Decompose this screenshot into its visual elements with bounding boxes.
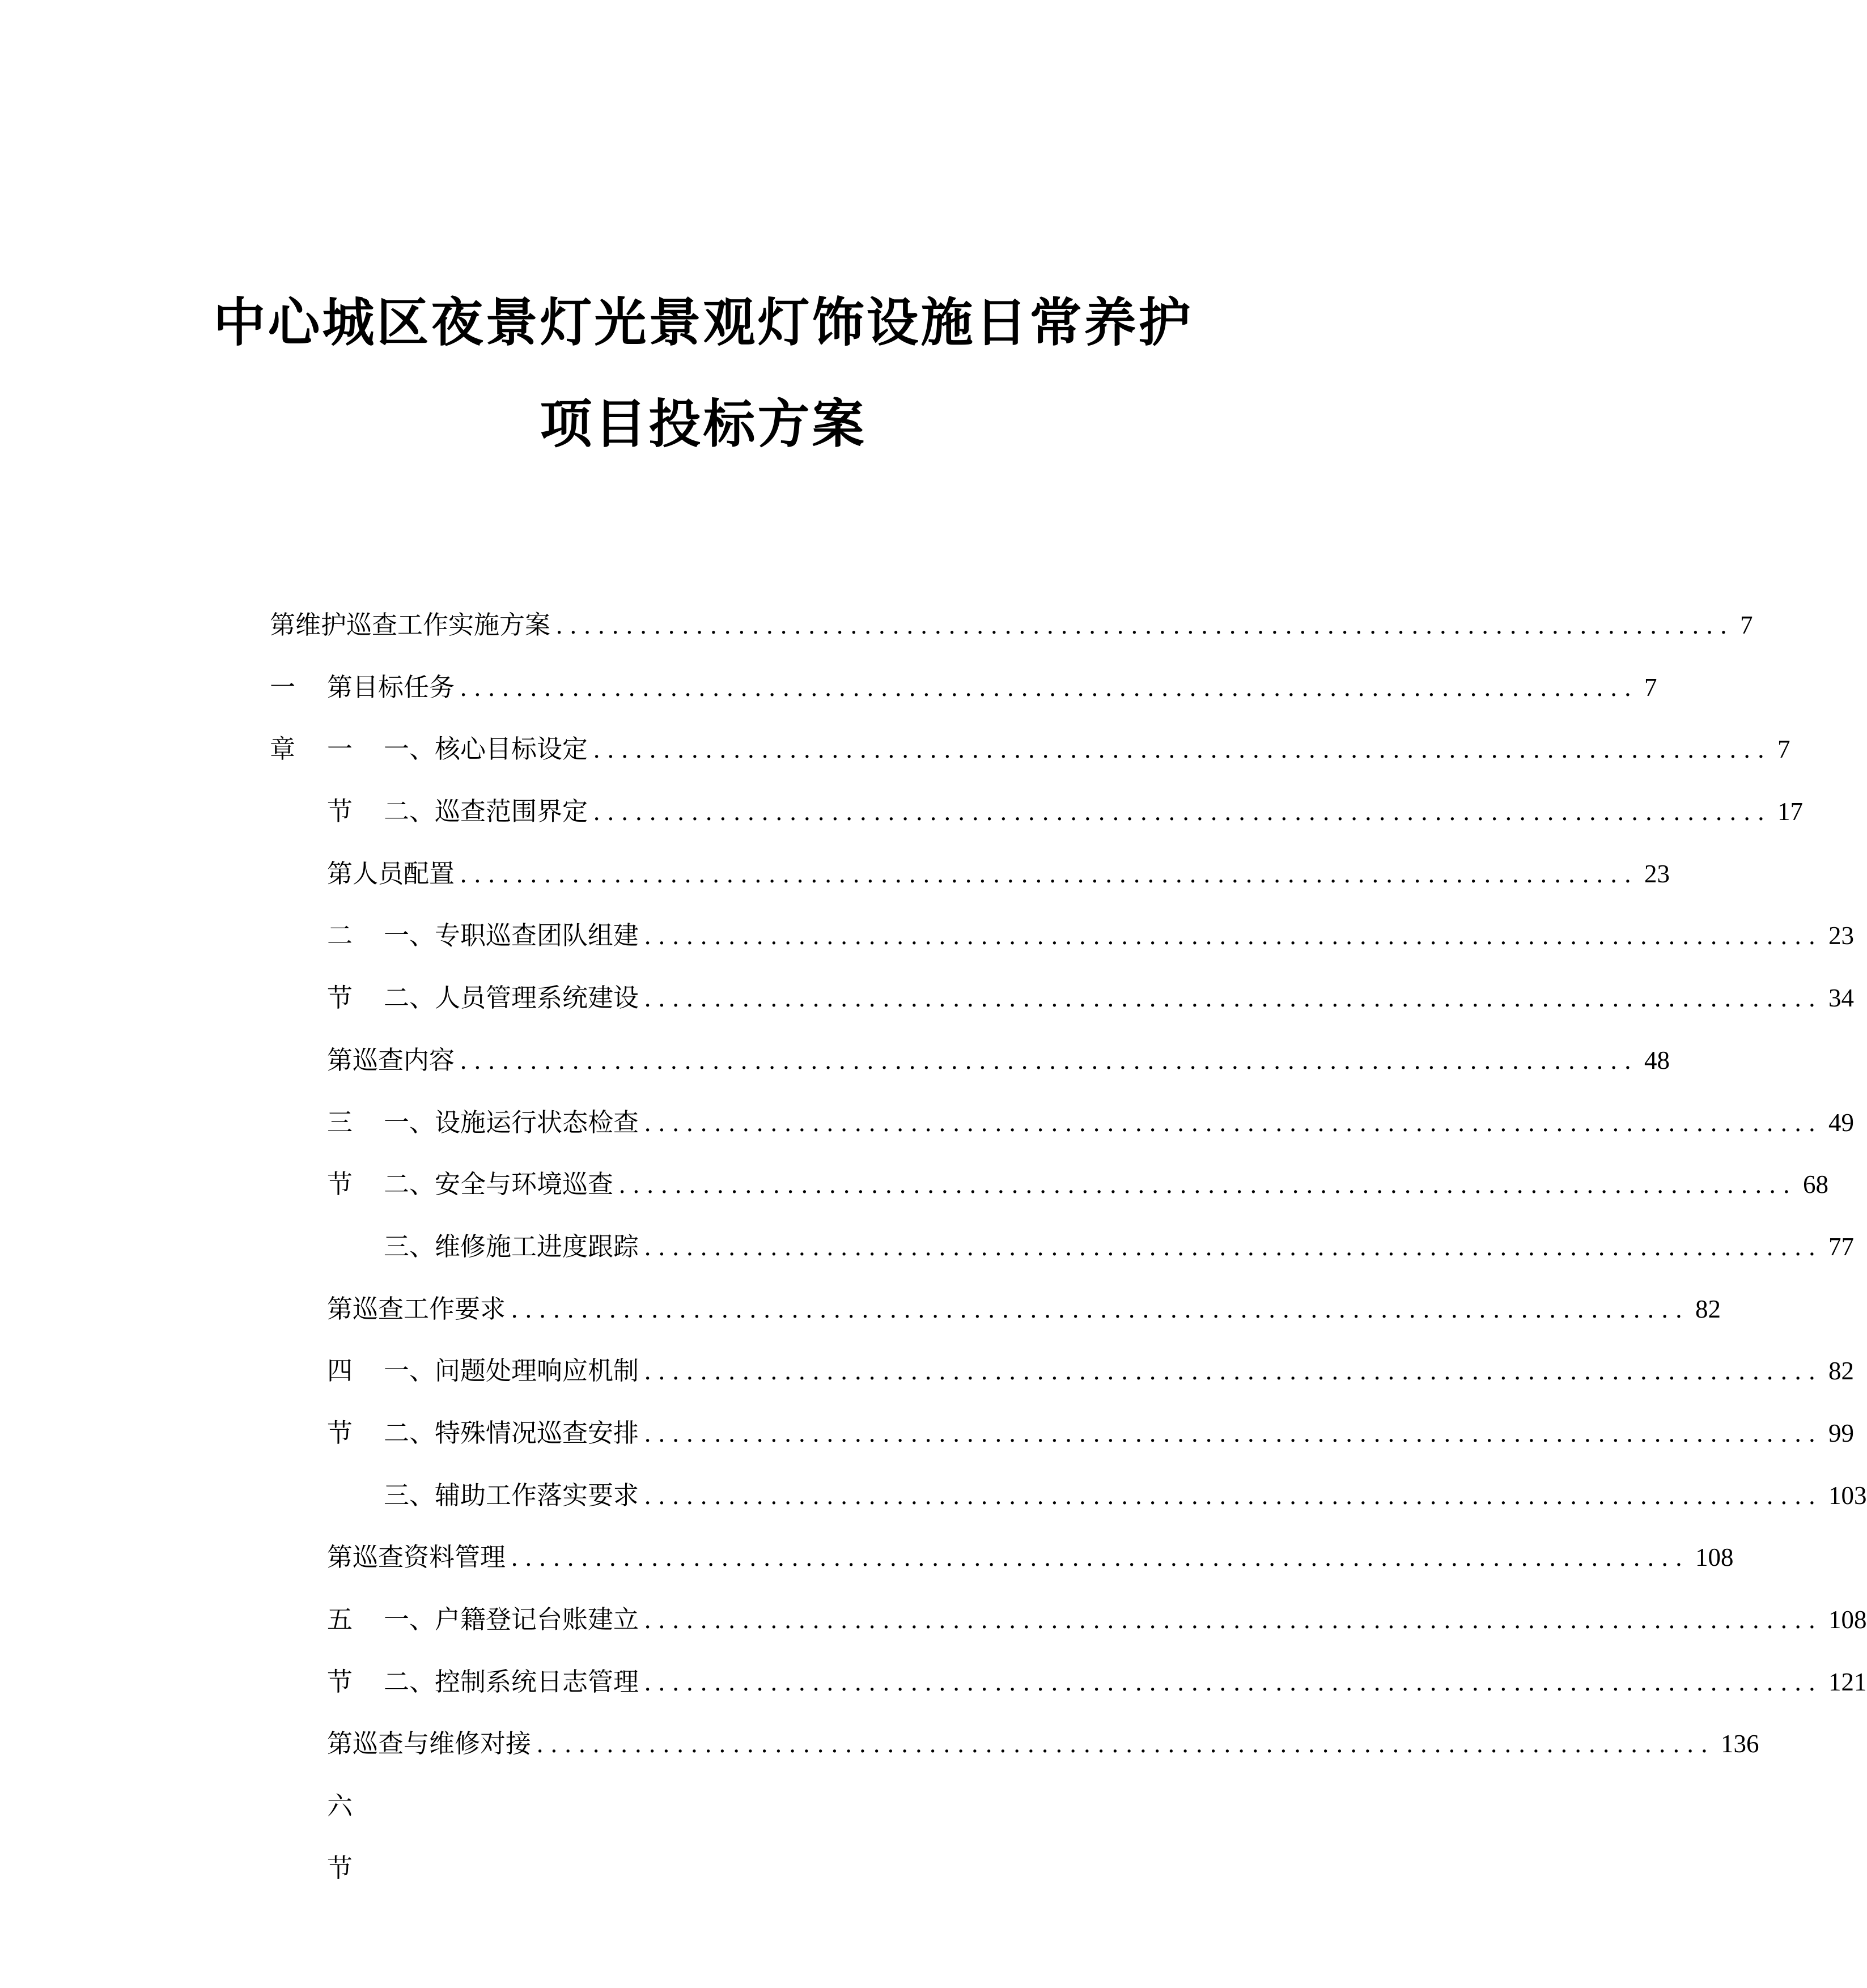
- table-of-contents: [0, 594, 1867, 1883]
- toc-entry[interactable]: [0, 1403, 1855, 1465]
- toc-entry-page-number: 48: [1644, 1046, 1670, 1074]
- toc-entry[interactable]: [0, 1465, 1867, 1527]
- toc-entry-prefix: 第五节: [327, 1543, 353, 1696]
- toc-entry-label: 安全与环境巡查: [435, 1170, 614, 1199]
- dot-leader: ....................................................................................: [556, 611, 1735, 639]
- dot-leader: ....................................................................................: [644, 1357, 1823, 1386]
- dot-leader: ....................................................................................: [644, 1481, 1823, 1510]
- toc-entry-label: 维修施工进度跟踪: [435, 1232, 639, 1261]
- toc-entry[interactable]: [0, 1154, 1829, 1216]
- toc-entry-page-number: 82: [1695, 1294, 1721, 1323]
- toc-entry-prefix: 第一章: [270, 611, 296, 764]
- toc-entry-label: 辅助工作落实要求: [435, 1481, 639, 1510]
- toc-entry-prefix: 二、: [384, 984, 435, 1013]
- toc-entry-prefix: 一、: [384, 1605, 435, 1634]
- toc-entry-page-number: 23: [1828, 921, 1855, 950]
- toc-entry-prefix: 第六节: [327, 1730, 353, 1883]
- toc-entry-prefix: 一、: [384, 921, 435, 950]
- toc-entry-page-number: 49: [1828, 1108, 1855, 1137]
- toc-entry-page-number: 77: [1828, 1232, 1855, 1261]
- dot-leader: ....................................................................................: [593, 735, 1772, 764]
- toc-entry-prefix: 二、: [384, 1667, 435, 1696]
- toc-entry-prefix: 第二节: [327, 859, 353, 1013]
- toc-entry-page-number: 121: [1828, 1667, 1867, 1696]
- dot-leader: ....................................................................................: [644, 921, 1823, 950]
- dot-leader: ....................................................................................: [511, 1294, 1690, 1323]
- toc-entry-page-number: 108: [1828, 1605, 1867, 1634]
- toc-entry[interactable]: [0, 1651, 1867, 1714]
- toc-entry-prefix: 一、: [384, 735, 435, 764]
- toc-entry-label: 设施运行状态检查: [435, 1108, 639, 1137]
- toc-entry-label: 问题处理响应机制: [435, 1357, 639, 1386]
- toc-entry-prefix: 第三节: [327, 1046, 353, 1199]
- toc-entry-prefix: 第四节: [327, 1294, 353, 1447]
- toc-entry-prefix: 一、: [384, 1108, 435, 1137]
- dot-leader: ....................................................................................: [644, 1108, 1823, 1137]
- document-title-line-1: 中心城区夜景灯光景观灯饰设施日常养护: [213, 292, 1193, 353]
- toc-entry-page-number: 103: [1828, 1481, 1867, 1510]
- toc-entry-page-number: 108: [1695, 1543, 1734, 1572]
- toc-entry-prefix: 二、: [384, 1170, 435, 1199]
- dot-leader: ....................................................................................: [537, 1730, 1716, 1758]
- document-title-line-2: 项目投标方案: [540, 394, 867, 454]
- toc-entry-label: 巡查工作要求: [353, 1294, 506, 1323]
- dot-leader: ....................................................................................: [593, 797, 1772, 826]
- toc-entry-page-number: 34: [1828, 984, 1855, 1013]
- toc-entry-page-number: 99: [1828, 1418, 1855, 1447]
- dot-leader: ....................................................................................: [511, 1543, 1690, 1572]
- toc-entry[interactable]: [0, 1713, 1759, 1883]
- dot-leader: ....................................................................................: [460, 1046, 1639, 1074]
- toc-entry-label: 户籍登记台账建立: [435, 1605, 639, 1634]
- toc-entry-prefix: 二、: [384, 797, 435, 826]
- toc-entry-label: 核心目标设定: [435, 735, 588, 764]
- toc-entry[interactable]: [0, 1092, 1855, 1154]
- toc-entry-prefix: 三、: [384, 1232, 435, 1261]
- dot-leader: ....................................................................................: [619, 1170, 1798, 1199]
- toc-entry-label: 人员配置: [353, 859, 455, 888]
- toc-entry-label: 维护巡查工作实施方案: [295, 611, 551, 639]
- toc-entry-label: 巡查内容: [353, 1046, 455, 1074]
- dot-leader: ....................................................................................: [644, 1667, 1823, 1696]
- dot-leader: ....................................................................................: [644, 1232, 1823, 1261]
- toc-entry[interactable]: [0, 719, 1790, 781]
- toc-entry-prefix: 二、: [384, 1418, 435, 1447]
- toc-entry-label: 目标任务: [353, 673, 455, 702]
- toc-entry-label: 特殊情况巡查安排: [435, 1418, 639, 1447]
- toc-entry-label: 巡查范围界定: [435, 797, 588, 826]
- toc-entry-page-number: 136: [1721, 1730, 1759, 1758]
- toc-entry[interactable]: [0, 781, 1804, 843]
- toc-entry[interactable]: [0, 1340, 1855, 1403]
- toc-entry-prefix: 第一节: [327, 673, 353, 826]
- toc-entry-label: 专职巡查团队组建: [435, 921, 639, 950]
- dot-leader: ....................................................................................: [644, 1605, 1823, 1634]
- toc-entry-page-number: 23: [1644, 859, 1670, 888]
- toc-entry[interactable]: [0, 1216, 1855, 1278]
- dot-leader: ....................................................................................: [460, 673, 1639, 702]
- toc-entry-label: 巡查资料管理: [353, 1543, 506, 1572]
- toc-entry-label: 巡查与维修对接: [353, 1730, 532, 1758]
- toc-entry-page-number: 17: [1777, 797, 1804, 826]
- toc-entry-page-number: 7: [1777, 735, 1790, 764]
- dot-leader: ....................................................................................: [460, 859, 1639, 888]
- toc-entry-page-number: 82: [1828, 1357, 1855, 1386]
- toc-entry-prefix: 一、: [384, 1357, 435, 1386]
- dot-leader: ....................................................................................: [644, 984, 1823, 1013]
- toc-entry-label: 控制系统日志管理: [435, 1667, 639, 1696]
- toc-entry[interactable]: [0, 905, 1855, 967]
- toc-entry-page-number: 7: [1740, 611, 1753, 639]
- toc-entry-prefix: 三、: [384, 1481, 435, 1510]
- toc-entry[interactable]: [0, 967, 1855, 1030]
- toc-entry-page-number: 7: [1644, 673, 1657, 702]
- dot-leader: ....................................................................................: [644, 1418, 1823, 1447]
- toc-entry[interactable]: [0, 1589, 1867, 1651]
- toc-entry-page-number: 68: [1803, 1170, 1829, 1199]
- toc-entry-label: 人员管理系统建设: [435, 984, 639, 1013]
